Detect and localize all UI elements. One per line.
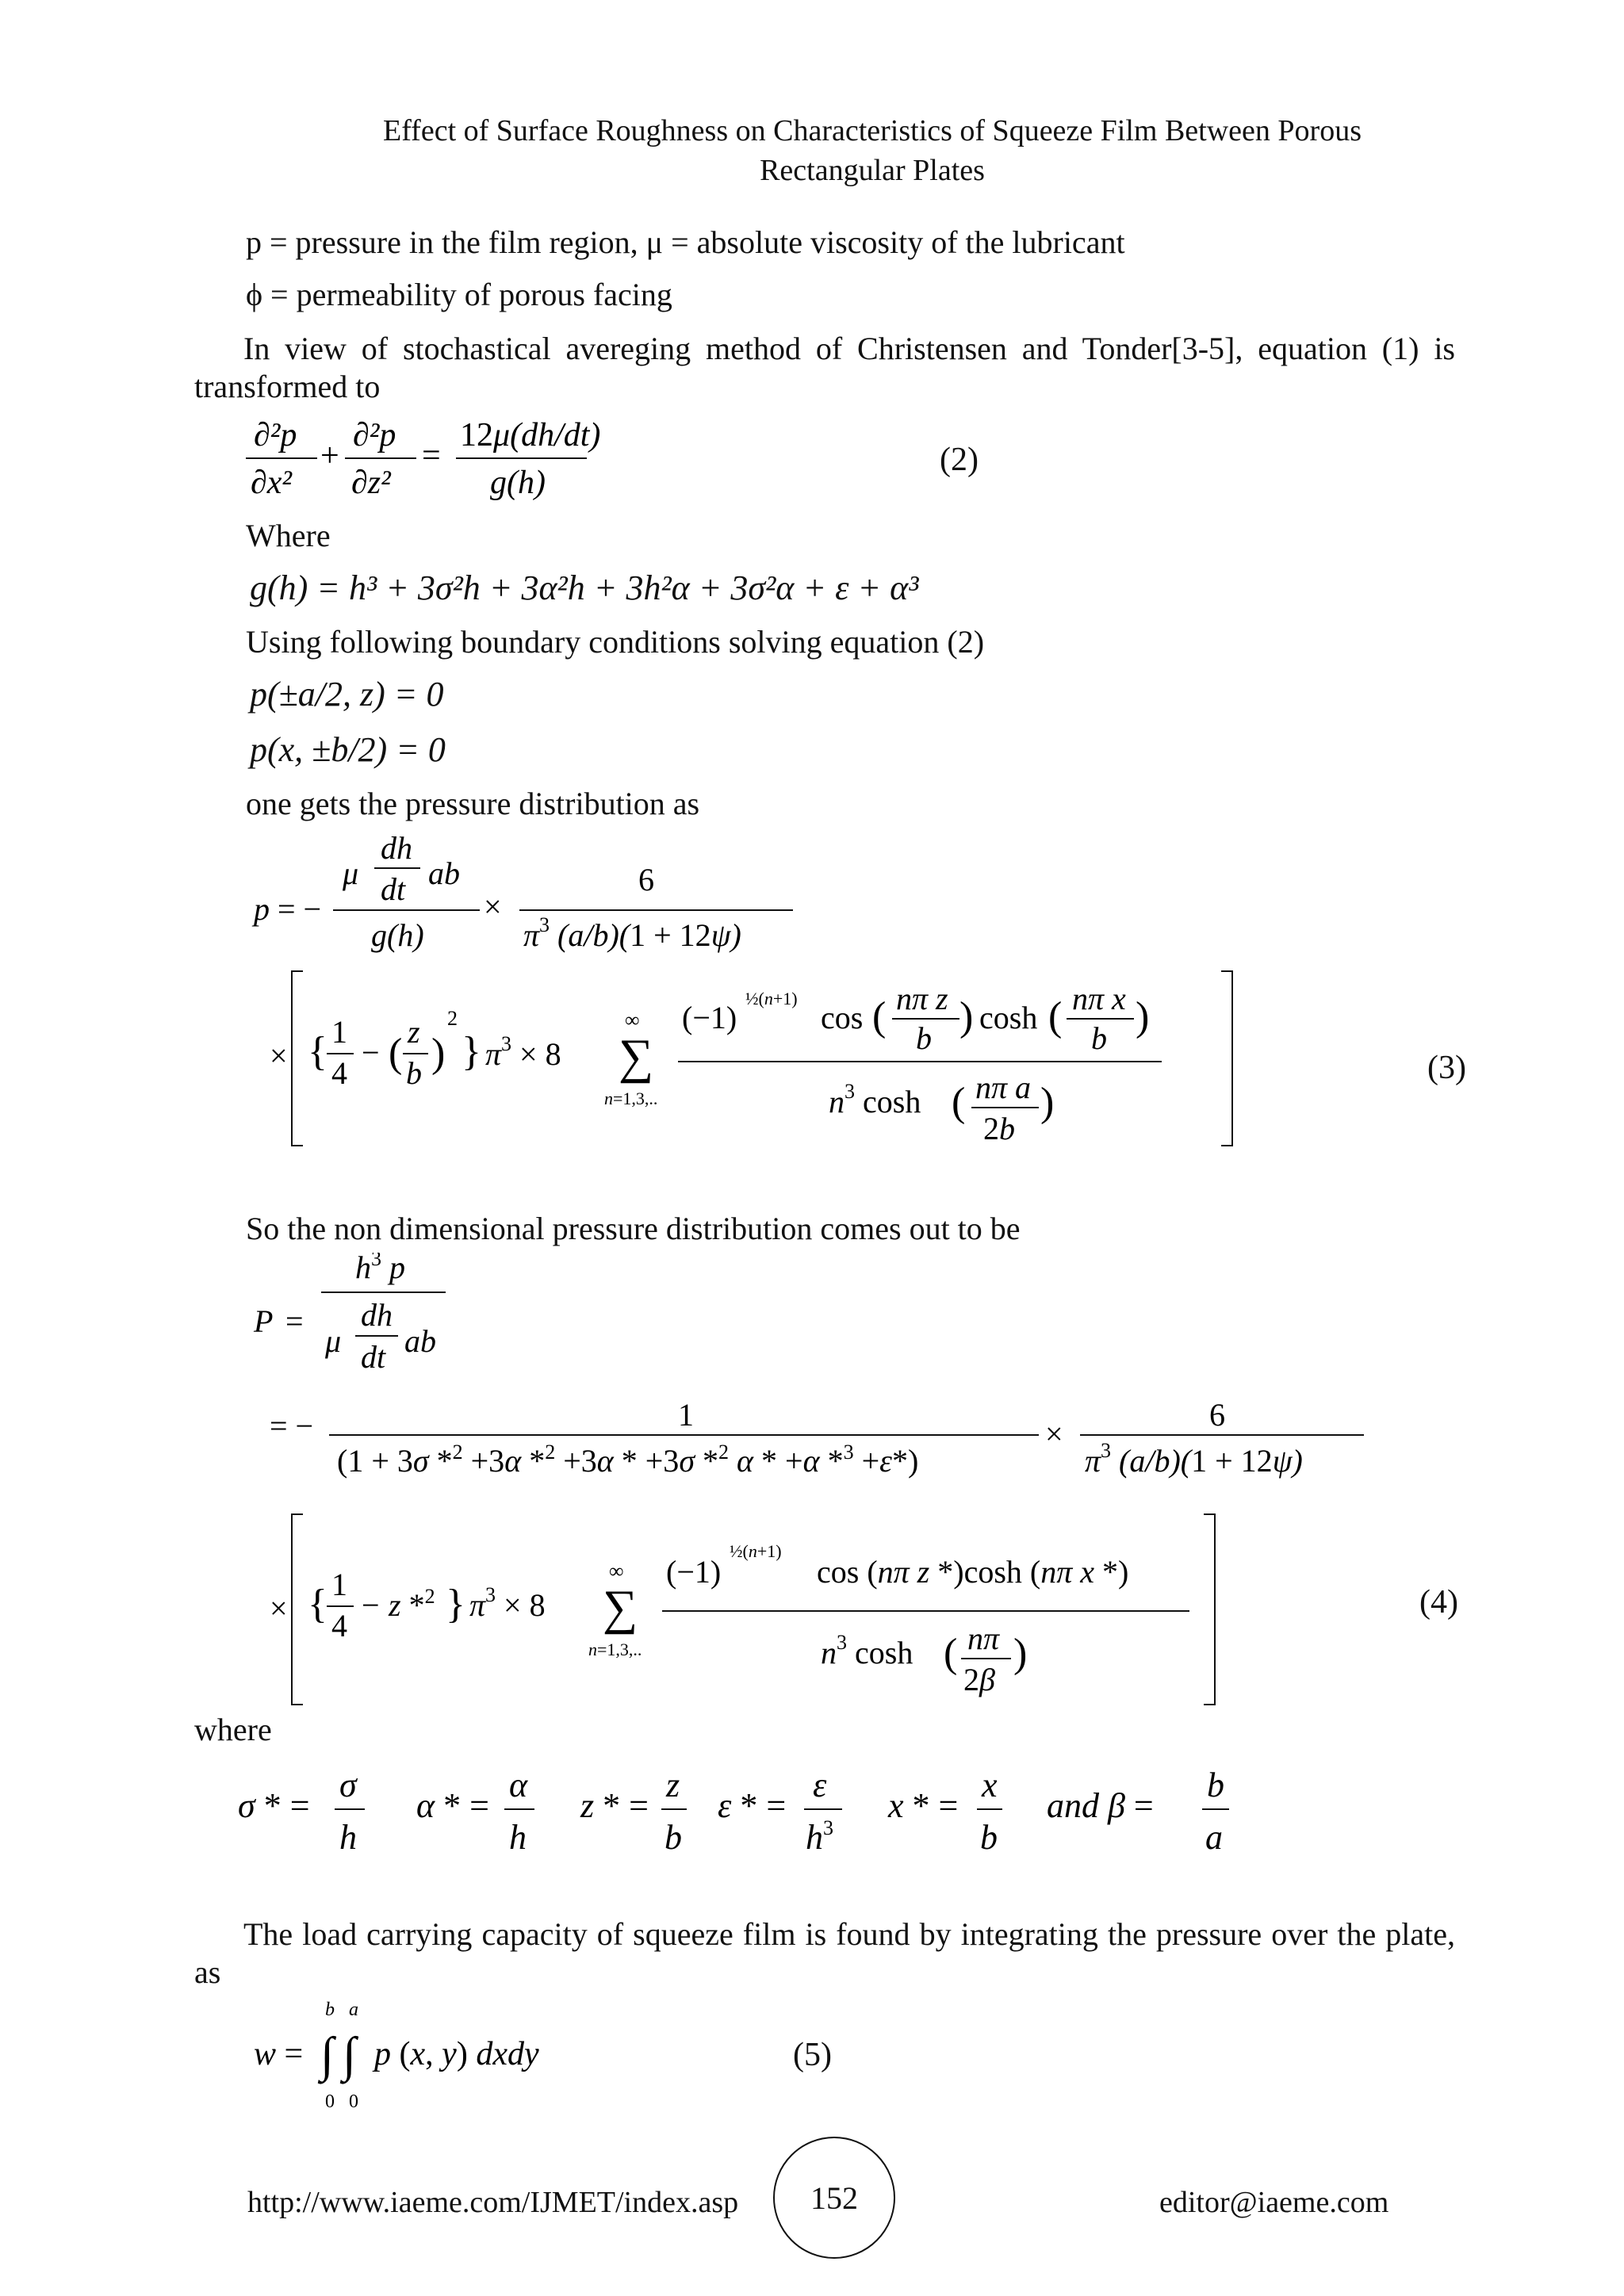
svg-text:b: b: [1091, 1020, 1107, 1056]
nondimensional-text: So the non dimensional pressure distribution comes out to be: [246, 1211, 1021, 1246]
svg-text:4: 4: [331, 1055, 347, 1091]
svg-text:ε * =: ε * =: [718, 1786, 787, 1825]
svg-text:): ): [1040, 1080, 1055, 1125]
svg-text:×: ×: [484, 889, 502, 924]
svg-text:0: 0: [349, 2091, 358, 2112]
svg-text:=: =: [422, 438, 441, 474]
boundary-text: Using following boundary conditions solving equation (2): [246, 624, 985, 660]
svg-text:n3 cosh: $n^3$ cosh: [829, 1080, 921, 1119]
svg-text:b: b: [916, 1020, 932, 1056]
svg-text:μ: μ: [343, 855, 359, 891]
svg-text:}: }: [446, 1582, 465, 1627]
equation-4-number: (4): [1419, 1584, 1458, 1621]
svg-text:and β =: and β =: [1047, 1786, 1154, 1825]
svg-text:= −: = −: [278, 891, 322, 927]
svg-text:nπ: nπ: [967, 1621, 1000, 1656]
svg-text:h3: $h^3$: [806, 1816, 833, 1857]
svg-text:α: α: [509, 1766, 528, 1804]
svg-text:h3 p: $h^3$ p: [355, 1253, 405, 1285]
svg-text:dh: dh: [381, 830, 412, 866]
svg-text:∂z²: ∂z²: [351, 465, 391, 501]
svg-text:n3 cosh: $n^3$ cosh: [821, 1631, 914, 1670]
svg-text:×: ×: [1045, 1416, 1063, 1452]
svg-text:σ * =: σ * =: [238, 1786, 310, 1825]
svg-text:12μ(dh/dt): 12μ(dh/dt): [460, 417, 601, 453]
svg-text:½(n+1): ½(n+1): [745, 989, 798, 1008]
svg-text:b: b: [665, 1818, 682, 1857]
page-number: [773, 2137, 895, 2259]
svg-text:nπ x: nπ x: [1072, 981, 1126, 1016]
svg-text:=: =: [285, 1303, 304, 1339]
svg-text:−: −: [362, 1587, 380, 1623]
svg-text:6: 6: [1209, 1397, 1225, 1433]
header-line-1: Effect of Surface Roughness on Characteristics of Squeeze Film Between Porous: [383, 114, 1362, 147]
svg-text:): ): [959, 994, 974, 1039]
where-label-2: where: [194, 1712, 272, 1747]
svg-text:α * =: α * =: [416, 1786, 489, 1825]
equation-5-number: (5): [793, 2037, 832, 2073]
svg-text:dh: dh: [361, 1297, 393, 1333]
svg-text:2β: 2β: [963, 1662, 995, 1697]
svg-text:dt: dt: [361, 1339, 386, 1375]
svg-text:= −: = −: [270, 1408, 314, 1444]
equation-5: [238, 1998, 650, 2117]
svg-text:z: z: [666, 1766, 680, 1804]
svg-text:6: 6: [638, 862, 654, 897]
svg-text:(−1): (−1): [666, 1554, 722, 1590]
svg-text:∞: ∞: [609, 1559, 624, 1582]
svg-text:cos: cos: [821, 1000, 864, 1035]
equation-4: [238, 1253, 1427, 1712]
svg-text:{: {: [308, 1029, 327, 1074]
svg-text:nπ z: nπ z: [896, 981, 948, 1016]
definition-permeability: ϕ = permeability of porous facing: [246, 277, 672, 312]
svg-text:w =: w =: [254, 2036, 304, 2072]
svg-text:μ: μ: [325, 1323, 342, 1359]
svg-text:σ: σ: [339, 1766, 357, 1804]
svg-text:∂²p: ∂²p: [254, 417, 297, 453]
svg-text:b: b: [1207, 1766, 1224, 1804]
svg-text:∂²p: ∂²p: [353, 417, 396, 453]
equation-g-of-h: g(h) = h³ + 3σ²h + 3α²h + 3h²α + 3σ²α + ε + α³: [250, 568, 919, 607]
equation-3-number: (3): [1427, 1050, 1466, 1086]
svg-text:ε: ε: [813, 1766, 827, 1804]
svg-text:b: b: [325, 1999, 335, 2020]
svg-text:1: 1: [331, 1014, 347, 1050]
svg-text:1: 1: [678, 1397, 694, 1433]
svg-text:g(h): g(h): [490, 465, 546, 501]
equation-3: [238, 828, 1269, 1161]
svg-text:a: a: [349, 1999, 358, 2020]
running-header: [0, 111, 1624, 190]
svg-text:}: }: [462, 1029, 481, 1074]
equation-2: [238, 412, 650, 515]
svg-text:{: {: [308, 1582, 327, 1627]
svg-text:z: z: [408, 1014, 420, 1050]
definition-pressure: p = pressure in the film region, μ = absolute viscosity of the lubricant: [246, 224, 1125, 260]
svg-text:P: P: [254, 1303, 274, 1339]
svg-text:2: 2: [447, 1007, 458, 1030]
svg-text:(1 + 3σ *2 +3α *2 +3α * +3σ: (1 + 3σ *$^2$ +3α *$^2$ +3α * +3σ *$^2$ α * +α *$^3$ +ε*): [337, 1441, 919, 1479]
svg-text:(: (: [952, 1080, 966, 1125]
svg-text:z *2: z *$^2$: [389, 1585, 435, 1623]
svg-text:2b: 2b: [983, 1111, 1015, 1146]
svg-text:dt: dt: [381, 871, 406, 907]
svg-text:×: ×: [270, 1590, 288, 1626]
svg-text:−: −: [362, 1035, 380, 1070]
svg-text:p (x, y) dxdy: p (x, y) dxdy: [374, 2036, 539, 2072]
svg-text:cosh: cosh: [979, 1000, 1038, 1035]
svg-text:x: x: [982, 1766, 998, 1804]
intro-paragraph: In view of stochastical avereging method of Christensen and Tonder[3-5], equation (1) is transformed to: [194, 331, 1455, 404]
svg-text:0: 0: [325, 2091, 335, 2112]
svg-text:∫: ∫: [343, 2028, 356, 2082]
footer-url[interactable]: http://www.iaeme.com/IJMET/index.asp: [247, 2186, 739, 2219]
svg-text:(: (: [944, 1631, 958, 1676]
svg-text:p: p: [254, 891, 270, 927]
svg-text:z * =: z * =: [580, 1786, 649, 1825]
svg-text:×: ×: [270, 1038, 288, 1073]
svg-text:(: (: [872, 994, 887, 1039]
svg-text:(: (: [1048, 994, 1063, 1039]
svg-text:∂x²: ∂x²: [251, 465, 292, 501]
dimensionless-definitions: [238, 1760, 1348, 1863]
svg-text:cos (nπ z *)cosh (nπ x *): cos (nπ z *)cosh (nπ x *): [817, 1554, 1129, 1590]
equation-2-number: (2): [940, 442, 979, 478]
where-label-1: Where: [246, 518, 331, 553]
svg-text:x * =: x * =: [888, 1786, 959, 1825]
svg-text:n=1,3,..: n=1,3,..: [604, 1089, 658, 1108]
svg-text:∞: ∞: [625, 1008, 640, 1031]
svg-text:π3 (a/b)(1 + 12ψ): $\pi^3$ (a/b)(1 + 12ψ): [523, 913, 741, 953]
svg-text:h: h: [509, 1818, 527, 1857]
svg-text:∑: ∑: [619, 1030, 654, 1084]
svg-text:π3 × 8: $\pi^3 \times 8$: [485, 1032, 561, 1072]
svg-text:b: b: [406, 1055, 422, 1091]
svg-text:n=1,3,..: n=1,3,..: [588, 1640, 642, 1659]
svg-text:1: 1: [331, 1567, 347, 1602]
footer-email[interactable]: editor@iaeme.com: [1159, 2186, 1389, 2219]
svg-text:½(n+1): ½(n+1): [730, 1541, 782, 1561]
svg-text:+: +: [320, 438, 339, 474]
svg-text:4: 4: [331, 1608, 347, 1644]
header-line-2: Rectangular Plates: [760, 154, 985, 187]
boundary-condition-1: p(±a/2, z) = 0: [250, 675, 444, 714]
svg-text:(: (: [389, 1031, 403, 1076]
load-capacity-paragraph: The load carrying capacity of squeeze film is found by integrating the pressure over the plate, as: [194, 1916, 1455, 1990]
pressure-distribution-text: one gets the pressure distribution as: [246, 786, 700, 821]
svg-text:(−1): (−1): [682, 1000, 737, 1035]
svg-text:ab: ab: [404, 1323, 436, 1359]
svg-text:ab: ab: [428, 855, 460, 891]
svg-text:): ): [431, 1031, 446, 1076]
svg-text:nπ a: nπ a: [975, 1070, 1032, 1105]
svg-text:): ): [1136, 994, 1150, 1039]
page-number-text: 152: [810, 2179, 858, 2216]
svg-text:a: a: [1205, 1818, 1223, 1857]
svg-text:∑: ∑: [603, 1581, 638, 1635]
svg-text:π3 × 8: $\pi^3 \times 8$: [469, 1583, 546, 1623]
boundary-condition-2: p(x, ±b/2) = 0: [250, 730, 446, 769]
svg-text:∫: ∫: [320, 2028, 334, 2082]
svg-text:b: b: [980, 1818, 998, 1857]
svg-text:π3 (a/b)(1 + 12ψ): $\pi^3$ (a/b)(1 + 12ψ): [1085, 1439, 1303, 1479]
svg-text:h: h: [339, 1818, 357, 1857]
svg-text:g(h): g(h): [371, 917, 424, 953]
svg-text:): ): [1013, 1631, 1028, 1676]
